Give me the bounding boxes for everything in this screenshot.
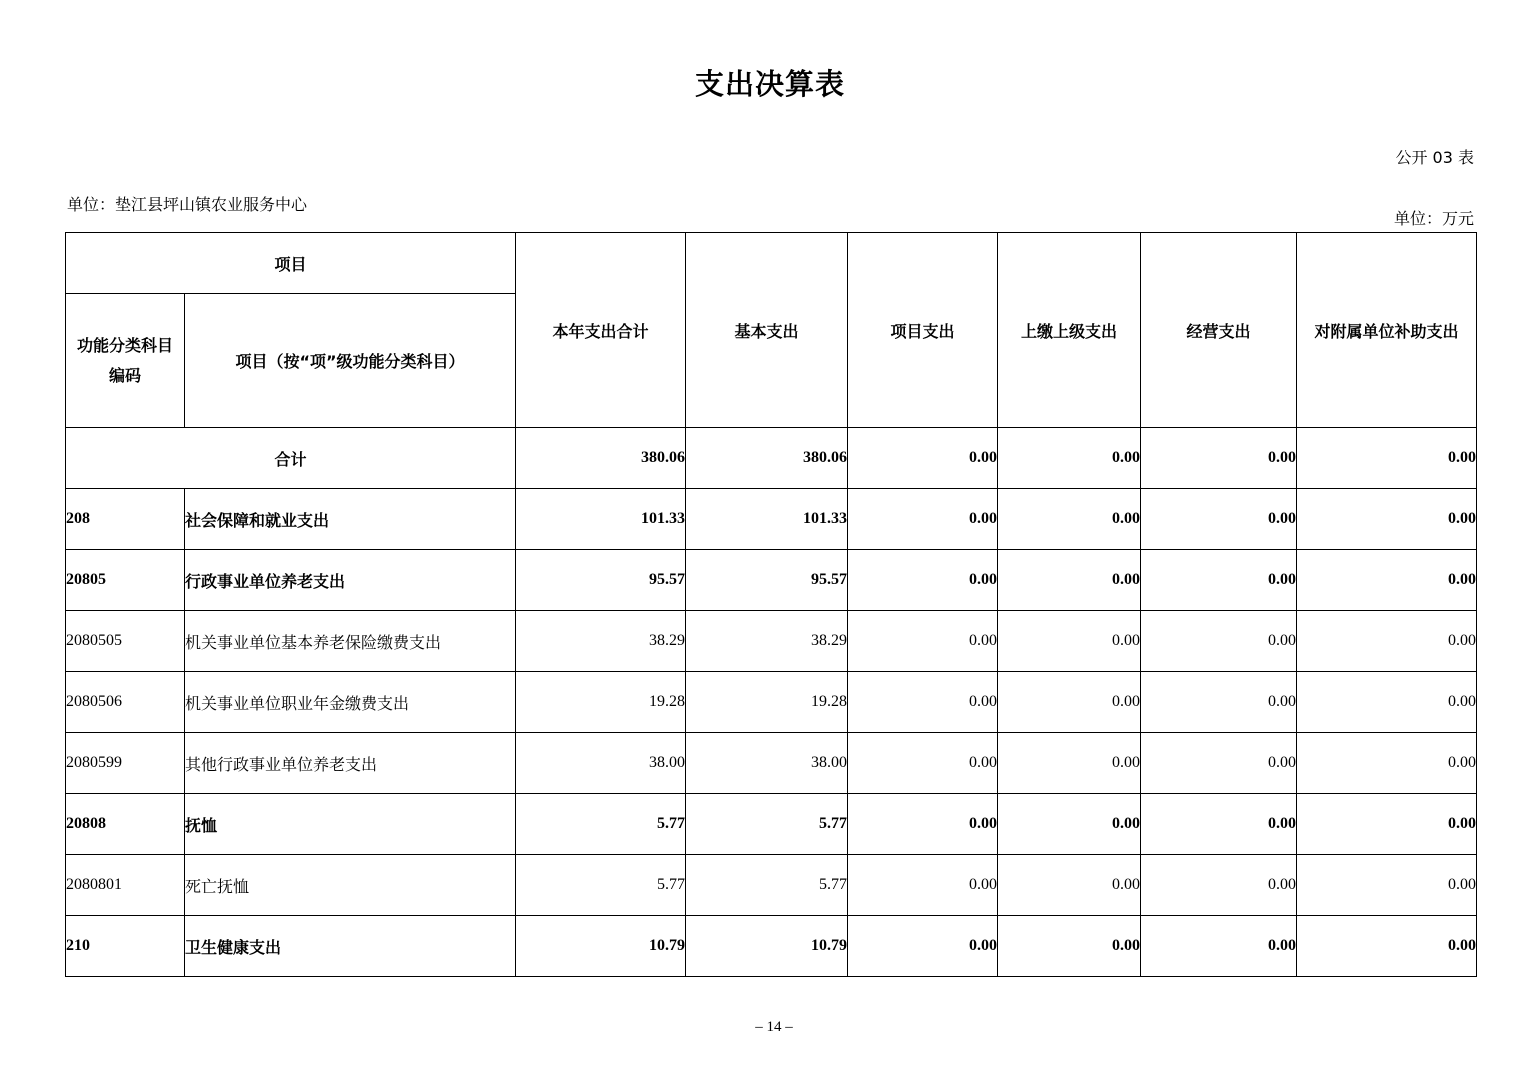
- row-value-subsidy-affiliated: 0.00: [1297, 611, 1477, 672]
- row-name: 机关事业单位职业年金缴费支出: [185, 672, 516, 733]
- row-value-basic-expense: 95.57: [686, 550, 848, 611]
- form-number: 公开 03 表: [1395, 148, 1474, 167]
- row-value-project-expense: 0.00: [848, 489, 998, 550]
- row-value-subsidy-affiliated: 0.00: [1297, 855, 1477, 916]
- row-code: 208: [66, 489, 185, 550]
- header-remit-superior: 上缴上级支出: [998, 233, 1141, 428]
- row-value-operating-expense: 0.00: [1141, 855, 1297, 916]
- table-row: [66, 733, 1477, 794]
- row-value-total-expense: 95.57: [516, 550, 686, 611]
- row-value-project-expense: 0.00: [848, 916, 998, 977]
- row-value-subsidy-affiliated: 0.00: [1297, 489, 1477, 550]
- row-code: 2080505: [66, 611, 185, 672]
- row-value-operating-expense: 0.00: [1141, 489, 1297, 550]
- total-value-remit-superior: 0.00: [998, 428, 1141, 489]
- row-code: 2080506: [66, 672, 185, 733]
- row-value-operating-expense: 0.00: [1141, 550, 1297, 611]
- total-label: 合计: [66, 428, 516, 489]
- table-row: [66, 855, 1477, 916]
- header-project: 项目: [66, 233, 516, 294]
- row-value-total-expense: 38.00: [516, 733, 686, 794]
- row-name: 卫生健康支出: [185, 916, 516, 977]
- row-value-subsidy-affiliated: 0.00: [1297, 916, 1477, 977]
- table-row: [66, 794, 1477, 855]
- row-value-basic-expense: 5.77: [686, 855, 848, 916]
- row-value-total-expense: 5.77: [516, 794, 686, 855]
- row-value-remit-superior: 0.00: [998, 733, 1141, 794]
- row-value-total-expense: 10.79: [516, 916, 686, 977]
- row-value-remit-superior: 0.00: [998, 916, 1141, 977]
- row-value-total-expense: 101.33: [516, 489, 686, 550]
- unit-name: 单位：垫江县坪山镇农业服务中心: [67, 195, 308, 214]
- row-value-basic-expense: 38.29: [686, 611, 848, 672]
- row-value-project-expense: 0.00: [848, 794, 998, 855]
- header-project-by-item: 项目（按“项”级功能分类科目）: [185, 294, 516, 428]
- row-value-remit-superior: 0.00: [998, 672, 1141, 733]
- row-value-total-expense: 5.77: [516, 855, 686, 916]
- row-value-operating-expense: 0.00: [1141, 672, 1297, 733]
- total-value-basic-expense: 380.06: [686, 428, 848, 489]
- row-value-operating-expense: 0.00: [1141, 794, 1297, 855]
- row-value-remit-superior: 0.00: [998, 611, 1141, 672]
- total-value-operating-expense: 0.00: [1141, 428, 1297, 489]
- row-name: 行政事业单位养老支出: [185, 550, 516, 611]
- currency-unit: 单位：万元: [1393, 209, 1474, 228]
- row-value-basic-expense: 10.79: [686, 916, 848, 977]
- row-value-total-expense: 19.28: [516, 672, 686, 733]
- table-row: [66, 916, 1477, 977]
- row-value-operating-expense: 0.00: [1141, 611, 1297, 672]
- header-func-code-line2: 编码: [108, 365, 141, 385]
- row-value-subsidy-affiliated: 0.00: [1297, 550, 1477, 611]
- row-code: 2080801: [66, 855, 185, 916]
- row-value-subsidy-affiliated: 0.00: [1297, 733, 1477, 794]
- row-name: 机关事业单位基本养老保险缴费支出: [185, 611, 516, 672]
- header-func-code: [66, 294, 185, 428]
- row-value-remit-superior: 0.00: [998, 794, 1141, 855]
- row-code: 210: [66, 916, 185, 977]
- row-value-subsidy-affiliated: 0.00: [1297, 672, 1477, 733]
- row-value-project-expense: 0.00: [848, 550, 998, 611]
- header-project-expense: 项目支出: [848, 233, 998, 428]
- page-number: – 14 –: [755, 1019, 793, 1035]
- row-value-remit-superior: 0.00: [998, 855, 1141, 916]
- row-code: 20808: [66, 794, 185, 855]
- row-name: 死亡抚恤: [185, 855, 516, 916]
- row-name: 社会保障和就业支出: [185, 489, 516, 550]
- table-row: [66, 550, 1477, 611]
- row-value-remit-superior: 0.00: [998, 489, 1141, 550]
- row-code: 20805: [66, 550, 185, 611]
- table-row: [66, 611, 1477, 672]
- row-value-project-expense: 0.00: [848, 611, 998, 672]
- row-value-project-expense: 0.00: [848, 672, 998, 733]
- table-row: [66, 489, 1477, 550]
- row-value-remit-superior: 0.00: [998, 550, 1141, 611]
- header-func-code-line1: 功能分类科目: [76, 335, 173, 355]
- header-subsidy-affiliated: 对附属单位补助支出: [1297, 233, 1477, 428]
- row-value-total-expense: 38.29: [516, 611, 686, 672]
- header-basic-expense: 基本支出: [686, 233, 848, 428]
- row-code: 2080599: [66, 733, 185, 794]
- table-row: [66, 672, 1477, 733]
- total-value-subsidy-affiliated: 0.00: [1297, 428, 1477, 489]
- row-value-operating-expense: 0.00: [1141, 916, 1297, 977]
- row-value-project-expense: 0.00: [848, 855, 998, 916]
- row-value-subsidy-affiliated: 0.00: [1297, 794, 1477, 855]
- row-value-operating-expense: 0.00: [1141, 733, 1297, 794]
- row-name: 抚恤: [185, 794, 516, 855]
- total-row: [66, 428, 1477, 489]
- row-value-basic-expense: 19.28: [686, 672, 848, 733]
- header-total-expense: 本年支出合计: [516, 233, 686, 428]
- row-value-basic-expense: 101.33: [686, 489, 848, 550]
- row-value-basic-expense: 5.77: [686, 794, 848, 855]
- row-value-basic-expense: 38.00: [686, 733, 848, 794]
- total-value-total-expense: 380.06: [516, 428, 686, 489]
- expense-report-table: [65, 232, 1477, 977]
- total-value-project-expense: 0.00: [848, 428, 998, 489]
- row-value-project-expense: 0.00: [848, 733, 998, 794]
- page-title: 支出决算表: [694, 67, 845, 101]
- row-name: 其他行政事业单位养老支出: [185, 733, 516, 794]
- header-operating-expense: 经营支出: [1141, 233, 1297, 428]
